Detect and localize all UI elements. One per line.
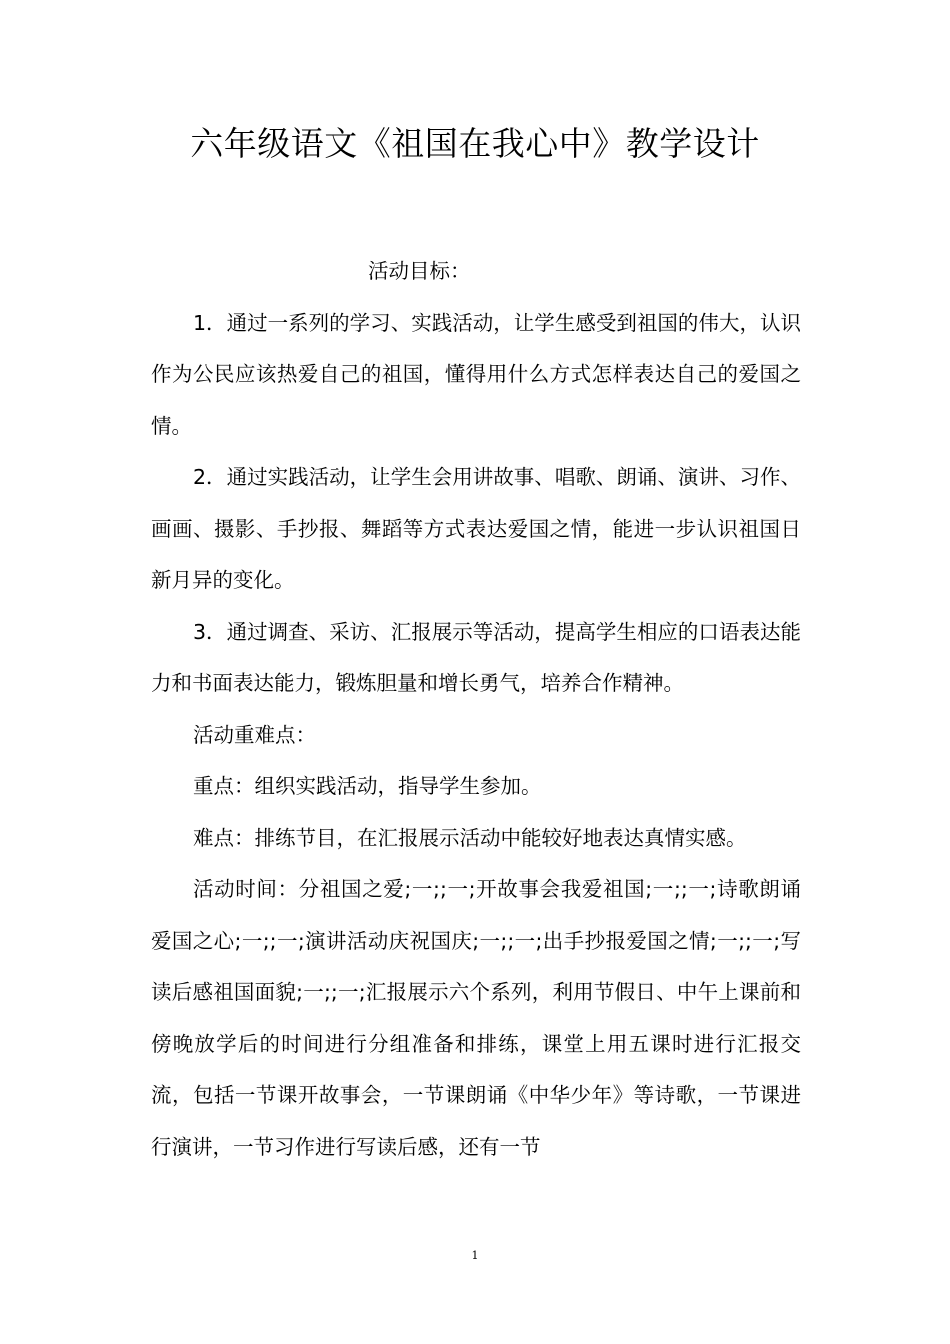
document-title: 六年级语文《祖国在我心中》教学设计: [190, 124, 760, 163]
key-point-paragraph: 重点：组织实践活动，指导学生参加。: [193, 774, 542, 798]
objective-paragraph-2: 2．通过实践活动，让学生会用讲故事、唱歌、朗诵、演讲、习作、画画、摄影、手抄报、舞蹈等方式表达爱国之情，能进一步认识祖国日新月异的变化。: [151, 465, 801, 592]
schedule-paragraph: 活动时间：分祖国之爱;一;;一;开故事会我爱祖国;一;;一;诗歌朗诵爱国之心;一;;一;演讲活动庆祝国庆;一;;一;出手抄报爱国之情;一;;一;写读后感祖国面貌;一;;一;汇报展示六个系列，利用节假日、中午上课前和傍晚放学后的时间进行分组准备和排练，课堂上用五课时进行汇报交流，包括一节课开故事会，一节课朗诵《中华少年》等诗歌，一节课进行演讲，一节习作进行写读后感，还有一节: [151, 877, 801, 1159]
difficulty-paragraph: 难点：排练节目，在汇报展示活动中能较好地表达真情实感。: [193, 825, 747, 850]
section-heading-objectives: 活动目标：: [368, 259, 471, 283]
page-number: 1: [471, 1249, 479, 1262]
section-heading-key-points: 活动重难点：: [193, 722, 316, 747]
objective-paragraph-1: 1．通过一系列的学习、实践活动，让学生感受到祖国的伟大，认识作为公民应该热爱自己的祖国，懂得用什么方式怎样表达自己的爱国之情。: [151, 310, 801, 438]
objective-paragraph-3: 3．通过调查、采访、汇报展示等活动，提高学生相应的口语表达能力和书面表达能力，锻炼胆量和增长勇气，培养合作精神。: [151, 619, 801, 695]
document-body: [151, 246, 801, 1173]
